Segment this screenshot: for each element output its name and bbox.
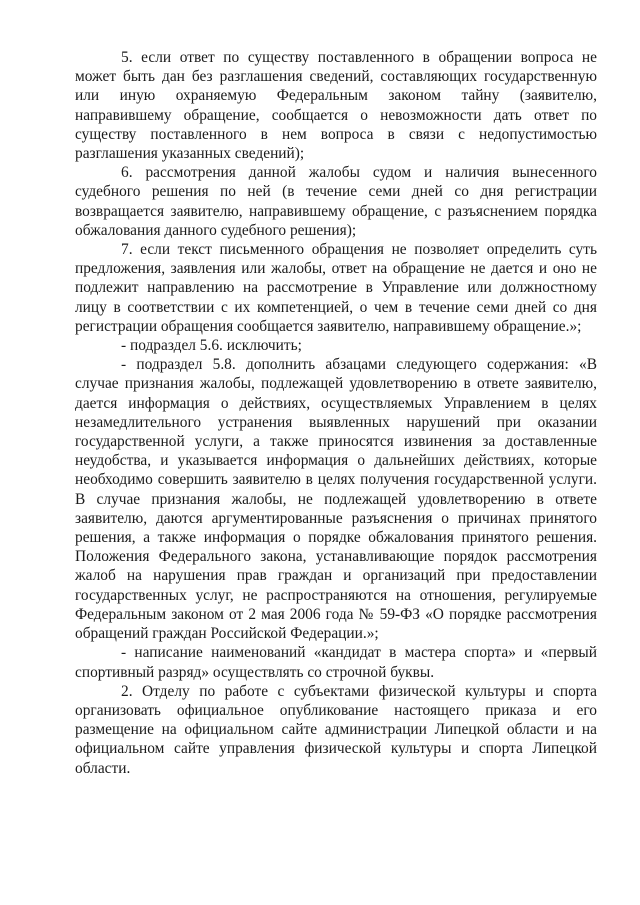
- paragraph-naming-rule: - написание наименований «кандидат в мастера спорта» и «первый спортивный разряд» осуществлять со строчной буквы.: [75, 644, 597, 681]
- document-body: [75, 48, 597, 778]
- paragraph-subsection-5-8: - подраздел 5.8. дополнить абзацами следующего содержания: «В случае признания жалобы, подлежащей удовлетворению в ответе заявителю, дается информация о действиях, осуществляемых Управлением в целях незамедлительного устранения выявленных нарушений при оказании государственной услуги, а также приносятся извинения за доставленные неудобства, и указывается информация о дальнейших действиях, которые необходимо совершить заявителю в целях получения государственной услуги. В случае признания жалобы, не подлежащей удовлетворению в ответе заявителю, даются аргументированные разъяснения о причинах принятого решения, а также информация о порядке обжалования принятого решения. Положения Федерального закона, устанавливающие порядок рассмотрения жалоб на нарушения прав граждан и организаций при предоставлении государственных услуг, не распространяются на отношения, регулируемые Федеральным законом от 2 мая 2006 года № 59-ФЗ «О порядке рассмотрения обращений граждан Российской Федерации.»;: [75, 356, 597, 643]
- paragraph-item-6: 6. рассмотрения данной жалобы судом и наличия вынесенного судебного решения по ней (в течение семи дней со дня регистрации возвращается заявителю, направившему обращение, с разъяснением порядка обжалования данного судебного решения);: [75, 164, 597, 239]
- paragraph-item-7: 7. если текст письменного обращения не позволяет определить суть предложения, заявления или жалобы, ответ на обращение не дается и оно не подлежит направлению на рассмотрение в Управление или должностному лицу в соответствии с их компетенцией, о чем в течение семи дней со дня регистрации обращения сообщается заявителю, направившему обращение.»;: [75, 241, 597, 335]
- paragraph-subsection-5-6: - подраздел 5.6. исключить;: [121, 337, 302, 355]
- paragraph-item-5: 5. если ответ по существу поставленного в обращении вопроса не может быть дан без разглашения сведений, составляющих государственную или иную охраняемую Федеральным законом тайну (заявителю, направившему обращение, сообщается о невозможности дать ответ по существу поставленного в нем вопроса в связи с недопустимостью разглашения указанных сведений);: [75, 49, 597, 163]
- paragraph-clause-2: 2. Отделу по работе с субъектами физической культуры и спорта организовать официальное опубликование настоящего приказа и его размещение на официальном сайте администрации Липецкой области и на официальном сайте управления физической культуры и спорта Липецкой области.: [75, 682, 597, 777]
